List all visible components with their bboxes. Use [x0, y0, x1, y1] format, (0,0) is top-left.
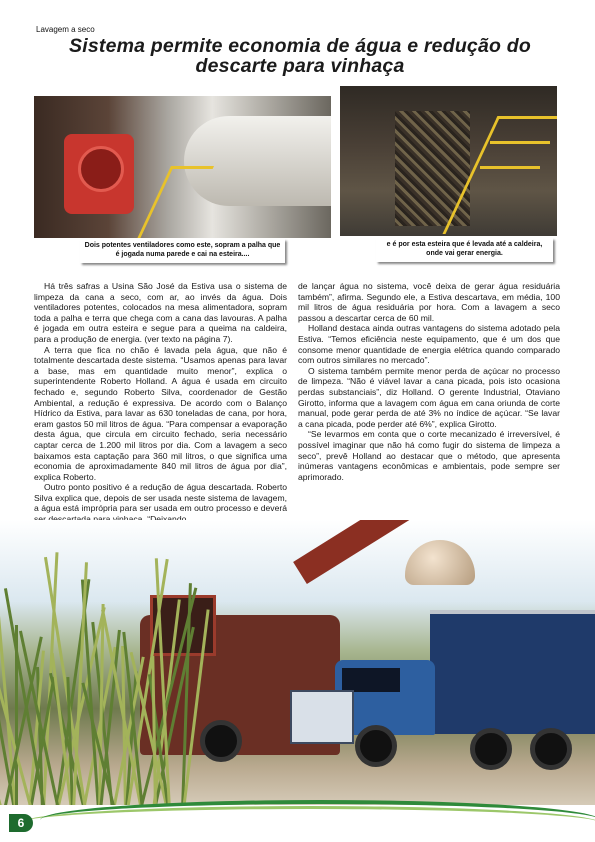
page-number: 6 [9, 814, 33, 832]
paragraph: Há três safras a Usina São José da Estiva usa o sistema de limpeza da cana a seco, com ar, ao invés da água. Dois ventiladores potentes, colocados na mesa alimentadora, sopram toda a palha e terra que chega com a cana das lavouras. A palha é jogada em outra esteira e segue para a queima na caldeira, para a produção de energia. (ver texto na página 7). [34, 281, 287, 344]
paragraph: “Se levarmos em conta que o corte mecanizado é irreversível, é possível imaginar que não há como fugir do sistema de limpeza a seco”, prevê Holland ao destacar que o método, que apresenta inúmeras vantagens econômicas e ambientais, pode sempre ser aprimorado. [298, 429, 560, 482]
wheel-shape [355, 725, 397, 767]
railing-shape [137, 166, 214, 238]
stair-rail-shape [480, 166, 540, 169]
photo-ventilators [34, 96, 331, 238]
duct-shape [184, 116, 331, 206]
section-label: Lavagem a seco [36, 25, 95, 34]
stair-rail-shape [490, 141, 550, 144]
photo-caption-ventilators: Dois potentes ventiladores como este, sopram a palha que é jogada numa parede e cai na esteira.... [80, 239, 285, 263]
harvest-photo [0, 520, 595, 810]
wheel-shape [200, 720, 242, 762]
paragraph: O sistema também permite menor perda de açúcar no processo de limpeza. “Não é viável lavar a cana picada, pois isto ocasiona perdas substanciais”, diz Holland. O gerente Industrial, Otaviano Girotto, informa que a lavagem com água em cana oriunda de corte manual, pode gerar perda de até 3% no índice de açúcar. “Se lavar a cana picada, pode perder até 6%”, explica Girotto. [298, 365, 560, 429]
paragraph: A terra que fica no chão é lavada pela água, que não é totalmente descartada deste sistema. “Usamos apenas para lavar a base, mas em quantidade muito menor”, explica o superintendente Roberto Holland. A água é usada em circuito fechado e, segundo Roberto Silva, coordenador de Gestão Ambiental, a redução é expressiva. De acordo com o Balanço Hídrico da Estiva, para lavar as 630 toneladas de cana, por hora, eram gastos 50 mil litros de água. “Para compensar a evaporação desta água, que circula em circuito fechado, seria necessário captar cerca de 1.200 mil litros por dia. Com a lavagem a seco baixamos esta captação para 360 mil litros, o que significa uma economia de aproximadamente 840 mil litros de água por dia”, explica Roberto. [34, 344, 287, 482]
paragraph: Holland destaca ainda outras vantagens do sistema adotado pela Estiva. “Temos eficiência neste equipamento, que é um dos que consome menor quantidade de energia elétrica quando comparado com outros similares no mercado”. [298, 323, 560, 366]
fan-disc-shape [78, 146, 124, 192]
article-column-1 [34, 281, 287, 525]
truck-bed-shape [430, 610, 595, 734]
article-column-2 [298, 281, 560, 482]
photo-conveyor [340, 86, 557, 236]
wheel-shape [470, 728, 512, 770]
truck-grille-shape [290, 690, 354, 744]
discharge-hood-shape [405, 540, 475, 585]
paragraph: de lançar água no sistema, você deixa de gerar água residuária também”, afirma. Segundo ele, a Estiva descartava, em média, 100 mil litros de água residuária por hora. Com a lavagem a seco passou a descartar cerca de 60 mil. [298, 281, 560, 323]
paragraph: Outro ponto positivo é a redução de água descartada. Roberto Silva explica que, depois de ser usada neste sistema de lavagem, a água está imprópria para ser usada em outro processo e deverá [34, 482, 287, 514]
article-title: Sistema permite economia de água e redução do descarte para vinhaça [69, 35, 531, 77]
wheel-shape [530, 728, 572, 770]
photo-caption-conveyor: e é por esta esteira que é levada até a caldeira, onde vai gerar energia. [376, 238, 553, 262]
truck-windshield-shape [342, 668, 400, 692]
